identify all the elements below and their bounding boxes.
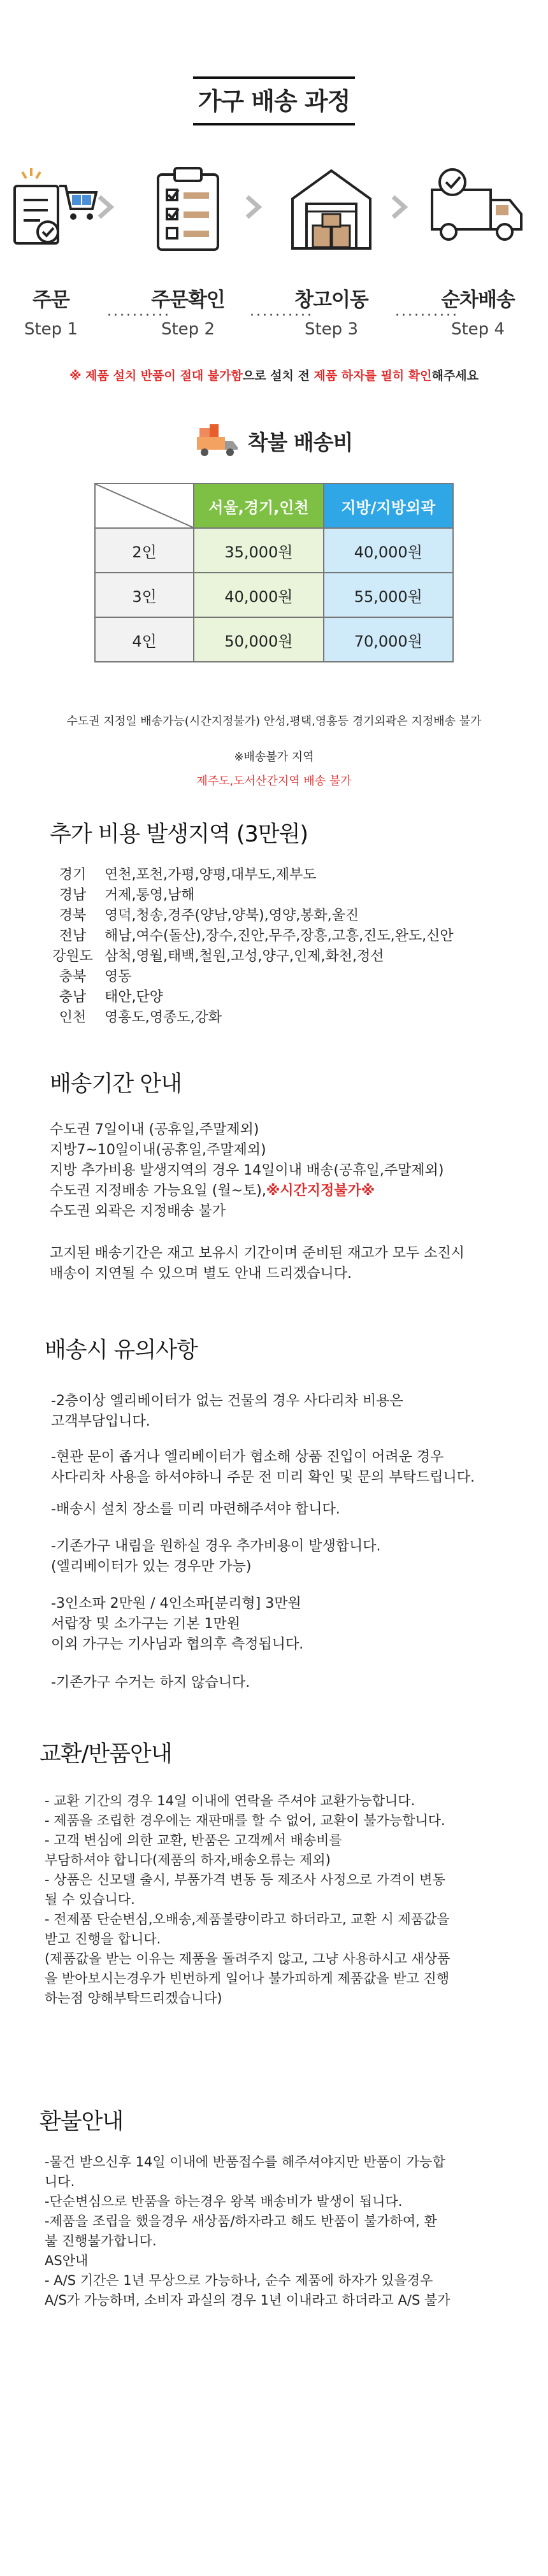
caution-line: 사다리차 사용을 하셔야하니 주문 전 미리 확인 및 문의 부탁드립니다. [51, 1470, 475, 1485]
region-areas: 태안,단양 [105, 989, 164, 1005]
region-areas: 영덕,청송,경주(양남,양북),영양,봉화,울진 [105, 908, 359, 924]
step-name: 순차배송 [441, 289, 515, 311]
notice-emphasis: 제품 하자를 필히 확인 [314, 369, 432, 383]
delivery-truck-icon [196, 423, 240, 459]
delivery-truck-icon [421, 157, 535, 259]
exchange-line: - 교환 기간의 경우 14일 이내에 연락을 주셔야 교환가능합니다. [45, 1793, 415, 1808]
refund-line: 불 진행불가합니다. [45, 2233, 157, 2249]
region-areas: 삼척,영월,태백,철원,고성,양구,인제,화천,정선 [105, 948, 384, 964]
fee-title: 착불 배송비 [247, 429, 353, 455]
step-number: Step 3 [304, 320, 358, 339]
caution-line: 이외 가구는 기사님과 협의후 측정됩니다. [51, 1636, 304, 1652]
caution-line: -배송시 설치 장소를 미리 마련해주셔야 합니다. [51, 1501, 340, 1517]
fee-header [0, 423, 548, 459]
provincial-fee: 55,000원 [324, 573, 453, 617]
period-line-text: 수도권 지정배송 가능요일 (월~토), [50, 1183, 266, 1199]
exchange-line: - 전제품 단순변심,오배송,제품불량이라고 하더라고, 교환 시 제품값을 [45, 1912, 450, 1927]
caution-item [45, 1673, 523, 1693]
cart-checklist-icon [0, 157, 108, 259]
exchange-line: (제품값을 받는 이유는 제품을 돌려주지 않고, 그냥 사용하시고 새상품 [45, 1951, 451, 1966]
process-title: 가구 배송 과정 [193, 76, 356, 125]
delivery-caution-section [0, 1333, 548, 1693]
refund-line: A/S가 가능하며, 소비자 과실의 경우 1년 이내라고 하더라고 A/S 불가 [45, 2293, 451, 2308]
fee-table [94, 483, 454, 662]
as-heading: AS안내 [45, 2253, 89, 2268]
chevron-right-icon [96, 194, 115, 220]
table-header-capital: 서울,경기,인천 [194, 483, 323, 528]
period-line: 수도권 외곽은 지정배송 불가 [50, 1203, 226, 1219]
refund-line: -제품을 조립을 했을경우 새상품/하자라고 해도 반품이 불가하여, 환 [45, 2214, 437, 2229]
capital-fee: 40,000원 [194, 573, 323, 617]
list-item [50, 947, 523, 967]
step-name: 주문 [32, 289, 69, 311]
install-notice [0, 366, 548, 383]
section-title: 배송기간 안내 [50, 1071, 182, 1097]
region-areas: 영흥도,영종도,강화 [105, 1010, 222, 1026]
clipboard-check-icon [131, 157, 245, 259]
capital-fee: 35,000원 [194, 528, 323, 573]
exchange-line: 을 받아보시는경우가 빈번하게 일어나 불가피하게 제품값을 받고 진행 [45, 1971, 450, 1986]
step-number: Step 4 [451, 320, 505, 339]
list-item [50, 885, 523, 906]
notice-warning: ※ 제품 설치 반품이 절대 불가함 [69, 369, 243, 383]
exchange-section [0, 1736, 548, 2008]
list-item [50, 906, 523, 926]
region-name: 경남 [59, 887, 87, 903]
caution-item [45, 1536, 523, 1577]
exchange-line: 받고 진행을 합니다. [45, 1931, 161, 1947]
refund-line: -단순변심으로 반품을 하는경우 왕복 배송비가 발생이 됩니다. [45, 2194, 403, 2209]
caution-line: -2층이상 엘리베이터가 없는 건물의 경우 사다리차 비용은 [51, 1393, 403, 1409]
refund-lines [40, 2152, 523, 2310]
step-name: 주문확인 [151, 289, 225, 311]
caution-item [45, 1499, 523, 1520]
refund-line: 니다. [45, 2174, 75, 2189]
region-areas: 연천,포천,가평,양평,대부도,제부도 [105, 867, 317, 883]
table-corner [95, 483, 194, 528]
step-connector: ·········· [395, 308, 459, 324]
provincial-fee: 70,000원 [324, 617, 453, 662]
step-connector: ·········· [107, 308, 171, 324]
step-name: 창고이동 [294, 289, 368, 311]
provincial-fee: 40,000원 [324, 528, 453, 573]
caution-line: 고객부담입니다. [51, 1413, 150, 1429]
region-areas: 거제,통영,남해 [105, 887, 195, 903]
exchange-line: - 제품을 조립한 경우에는 재판매를 할 수 없어, 교환이 불가능합니다. [45, 1813, 445, 1828]
region-name: 인천 [59, 1010, 87, 1026]
row-label: 2인 [95, 528, 194, 573]
region-areas: 해남,여수(돌산),장수,진안,무주,장흥,고흥,진도,완도,신안 [105, 928, 454, 944]
list-item [50, 987, 523, 1008]
exchange-lines [40, 1791, 523, 2008]
region-name: 경북 [59, 908, 87, 924]
step-connector: ·········· [250, 308, 314, 324]
region-name: 전남 [59, 928, 87, 944]
process-header [0, 0, 548, 125]
region-name: 경기 [59, 867, 87, 883]
caution-item [45, 1594, 523, 1655]
step-number: Step 1 [24, 320, 78, 339]
period-delay-note [50, 1243, 523, 1284]
period-lines [50, 1120, 523, 1222]
table-row [95, 573, 453, 617]
caution-line: 서랍장 및 소가구는 기본 1만원 [51, 1616, 240, 1632]
delay-line: 고지된 배송기간은 재고 보유시 기간이며 준비된 재고가 모두 소진시 [50, 1245, 465, 1261]
chevron-right-icon [243, 194, 263, 220]
delay-line: 배송이 지연될 수 있으며 별도 안내 드리겠습니다. [50, 1266, 352, 1282]
caution-line: (엘리베이터가 있는 경우만 가능) [51, 1559, 252, 1575]
row-label: 3인 [95, 573, 194, 617]
section-title: 교환/반품안내 [40, 1742, 172, 1767]
caution-line: -3인소파 2만원 / 4인소파[분리형] 3만원 [51, 1596, 301, 1612]
refund-line: -물건 받으신후 14일 이내에 반품접수를 해주셔야지만 반품이 가능합 [45, 2154, 445, 2170]
chevron-right-icon [389, 194, 408, 220]
section-title: 배송시 유의사항 [45, 1338, 198, 1363]
table-row [95, 528, 453, 573]
section-title: 추가 비용 발생지역 (3만원) [50, 822, 308, 847]
table-row [95, 617, 453, 662]
period-line: 지방7~10일이내(공휴일,주말제외) [50, 1142, 266, 1158]
caution-line: -기존가구 수거는 하지 않습니다. [51, 1675, 250, 1691]
section-title: 환불안내 [40, 2109, 124, 2135]
exchange-line: - 고객 변심에 의한 교환, 반품은 고객께서 배송비를 [45, 1833, 342, 1848]
exchange-line: 부담하셔야 합니다(제품의 하자,배송오류는 제외) [45, 1852, 331, 1868]
no-delivery-regions: 제주도,도서산간지역 배송 불가 [196, 775, 352, 788]
warehouse-icon [274, 157, 389, 259]
extra-cost-section [0, 817, 548, 1028]
period-line [50, 1181, 523, 1201]
list-item [50, 926, 523, 947]
caution-item [45, 1447, 523, 1488]
delivery-period-section [0, 1066, 548, 1284]
capital-fee: 50,000원 [194, 617, 323, 662]
exchange-line: 하는점 양해부탁드리겠습니다) [45, 1991, 222, 2006]
time-unavailable-note: ※시간지정불가※ [266, 1183, 375, 1199]
caution-line: -기존가구 내림을 원하실 경우 추가비용이 발생합니다. [51, 1538, 381, 1554]
period-line: 지방 추가비용 발생지역의 경우 14일이내 배송(공휴일,주말제외) [50, 1163, 444, 1178]
notice-suffix: 해주세요 [431, 369, 479, 383]
list-item [50, 865, 523, 885]
refund-line: - A/S 기간은 1년 무상으로 가능하나, 순수 제품에 하자가 있을경우 [45, 2273, 433, 2288]
list-item [50, 967, 523, 987]
table-header-row [95, 483, 453, 528]
exchange-line: - 상품은 신모델 출시, 부품가격 변동 등 제조사 사정으로 가격이 변동 [45, 1872, 445, 1887]
row-label: 4인 [95, 617, 194, 662]
region-name: 충북 [59, 969, 87, 985]
notice-text: 으로 설치 전 [242, 369, 314, 383]
region-list [50, 865, 523, 1028]
no-delivery-heading: ※배송불가 지역 [234, 750, 314, 764]
exchange-line: 될 수 있습니다. [45, 1892, 135, 1907]
region-name: 충남 [59, 989, 87, 1005]
period-line: 수도권 7일이내 (공휴일,주말제외) [50, 1122, 259, 1138]
region-name: 강원도 [52, 948, 93, 964]
capital-area-note: 수도권 지정일 배송가능(시간지정불가) 안성,평택,영흥등 경기외곽은 지정배송 불가 [66, 715, 482, 728]
step-order [0, 157, 108, 339]
region-areas: 영동 [105, 969, 132, 985]
step-number: Step 2 [161, 320, 215, 339]
list-item [50, 1008, 523, 1028]
refund-section [0, 2104, 548, 2310]
caution-item [45, 1391, 523, 1432]
table-header-provincial: 지방/지방외곽 [324, 483, 453, 528]
caution-line: -현관 문이 좁거나 엘리베이터가 협소해 상품 진입이 어려운 경우 [51, 1449, 444, 1465]
process-steps [0, 157, 548, 355]
